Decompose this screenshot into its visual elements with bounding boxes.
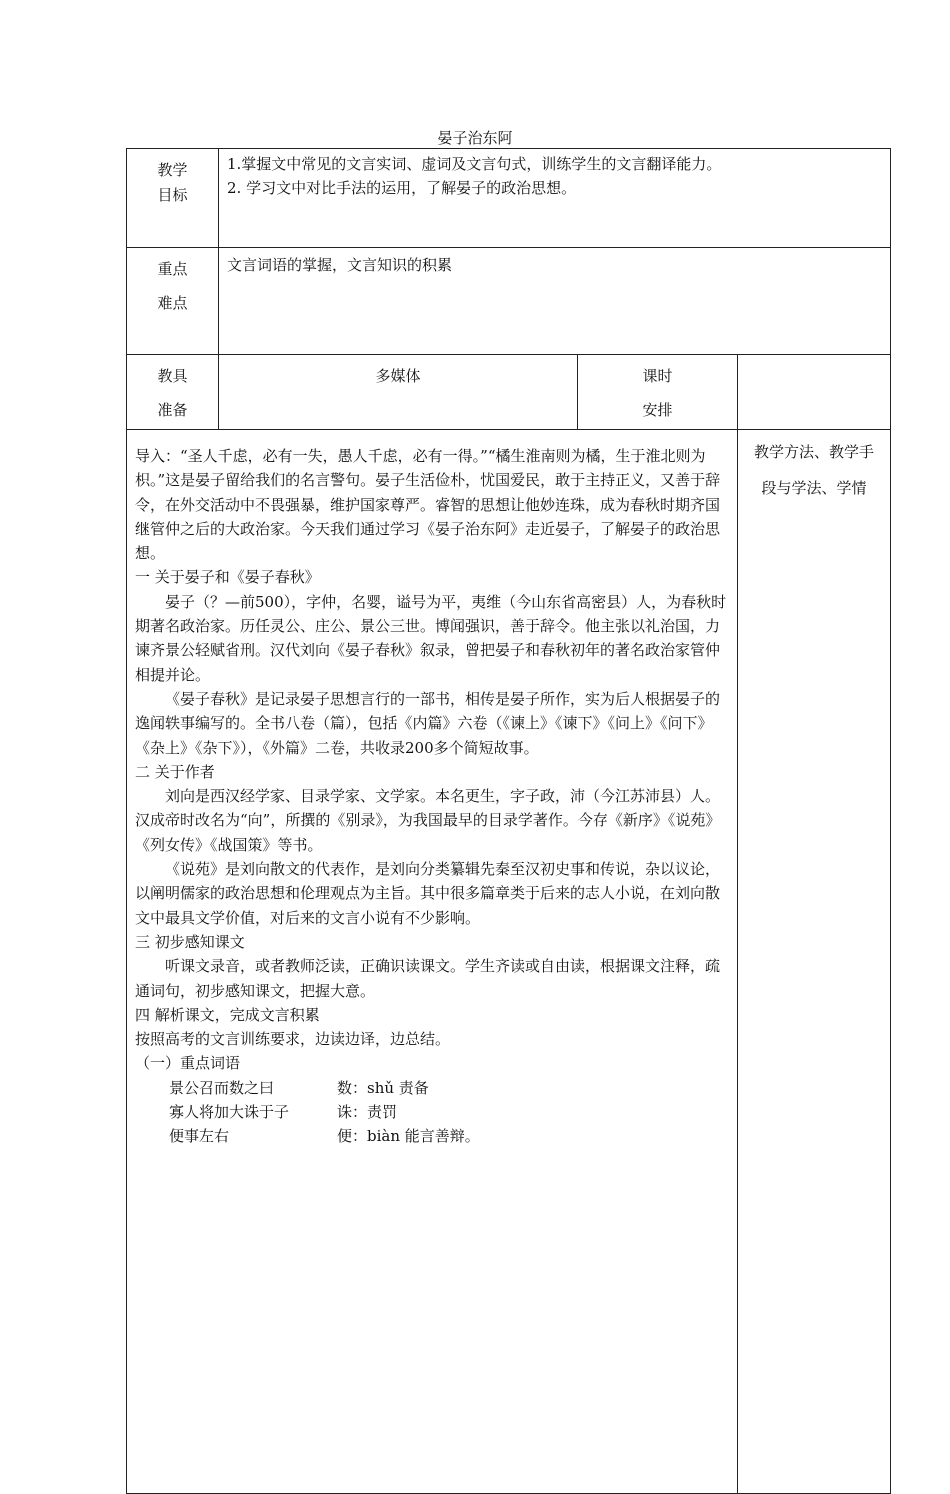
key-points-text: 文言词语的掌握，文言知识的积累: [227, 256, 453, 274]
vocab-row: [135, 1100, 729, 1124]
objective-label-1: 教学: [157, 161, 188, 179]
vocab-gloss: 诛：责罚: [337, 1103, 398, 1122]
tools-media: 多媒体: [375, 367, 421, 385]
vocab-gloss: 便：biàn 能言善辩。: [337, 1127, 480, 1146]
method-paragraph: 按照高考的文言训练要求，边读边译，边总结。: [135, 1030, 451, 1049]
vocab-word: 景公召而数之曰: [169, 1078, 275, 1097]
objective-content-cell: [218, 148, 891, 248]
tools-label-cell: [126, 354, 219, 430]
vocab-word: 便事左右: [169, 1127, 230, 1146]
key-points-label-2: 难点: [157, 294, 188, 312]
section-heading-1: 一 关于晏子和《晏子春秋》: [135, 568, 320, 587]
subsection-heading: （一）重点词语: [135, 1054, 241, 1073]
objective-label-2: 目标: [157, 186, 188, 204]
teaching-method-cell: [737, 429, 891, 1494]
period-value-cell: [737, 354, 891, 430]
intro-paragraph: 导入：“圣人千虑，必有一失，愚人千虑，必有一得。”“橘生淮南则为橘，生于淮北则为枳。”这是晏子留给我们的名言警句。晏子生活俭朴，忧国爱民，敢于主持正义，又善于辞令，在外交活动中不畏强暴，维护国家尊严。睿智的思想让他妙连珠，成为春秋时期齐国继管仲之后的大政治家。今天我们通过学习《晏子治东阿》走近晏子，了解晏子的政治思想。: [135, 447, 721, 563]
objective-line-1: 1.掌握文中常见的文言实词、虚词及文言句式，训练学生的文言翻译能力。: [227, 155, 722, 173]
key-points-label-cell: [126, 247, 219, 355]
section-heading-2: 二 关于作者: [135, 762, 215, 781]
author-paragraph: 刘向是西汉经学家、目录学家、文学家。本名更生，字子政，沛（今江苏沛县）人。汉成帝时改名为“向”，所撰的《别录》，为我国最早的目录学著作。今存《新序》《说苑》《列女传》《战国策》等书。: [135, 787, 721, 854]
yanzi-bio-paragraph: 晏子（？—前500），字仲，名婴，谥号为平，夷维（今山东省高密县）人，为春秋时期著名政治家。历任灵公、庄公、景公三世。博闻强识，善于辞令。他主张以礼治国，力谏齐景公轻赋省刑。汉代刘向《晏子春秋》叙录，曾把晏子和春秋初年的著名政治家管仲相提并论。: [135, 592, 727, 684]
section-heading-4: 四 解析课文，完成文言积累: [135, 1005, 320, 1024]
period-label-1: 课时: [642, 367, 673, 385]
tools-content-cell: [218, 354, 578, 430]
tools-label-1: 教具: [157, 367, 188, 385]
shuoyuan-paragraph: 《说苑》是刘向散文的代表作，是刘向分类纂辑先秦至汉初史事和传说，杂以议论，以阐明儒家的政治思想和伦理观点为主旨。其中很多篇章类于后来的志人小说，在刘向散文中最具文学价值，对后来的文言小说有不少影响。: [135, 860, 721, 927]
key-points-label-1: 重点: [157, 260, 188, 278]
vocab-row: [135, 1124, 729, 1148]
key-points-content-cell: [218, 247, 891, 355]
teaching-method-line-1: 教学方法、教学手: [753, 443, 874, 461]
vocab-row: [135, 1076, 729, 1100]
vocab-gloss: 数：shǔ 责备: [337, 1078, 429, 1097]
objective-label-cell: [126, 148, 219, 248]
tools-label-2: 准备: [157, 401, 188, 419]
teaching-method-line-2: 段与学法、学情: [761, 479, 867, 497]
perception-paragraph: 听课文录音，或者教师泛读，正确识读课文。学生齐读或自由读，根据课文注释，疏通词句，初步感知课文，把握大意。: [135, 957, 721, 1000]
vocab-word: 寡人将加大诛于子: [169, 1103, 290, 1122]
period-label-2: 安排: [642, 401, 673, 419]
page-title: 晏子治东阿: [437, 129, 513, 147]
teaching-process-cell: [126, 429, 738, 1494]
objective-line-2: 2. 学习文中对比手法的运用，了解晏子的政治思想。: [227, 179, 577, 197]
lesson-plan-table: [126, 148, 890, 1494]
section-heading-3: 三 初步感知课文: [135, 932, 245, 951]
yanzi-chunqiu-paragraph: 《晏子春秋》是记录晏子思想言行的一部书，相传是晏子所作，实为后人根据晏子的逸闻轶事编写的。全书八卷（篇），包括《内篇》六卷（《谏上》《谏下》《问上》《问下》《杂上》《杂下》），《外篇》二卷，共收录200多个简短故事。: [135, 689, 721, 757]
period-label-cell: [577, 354, 738, 430]
